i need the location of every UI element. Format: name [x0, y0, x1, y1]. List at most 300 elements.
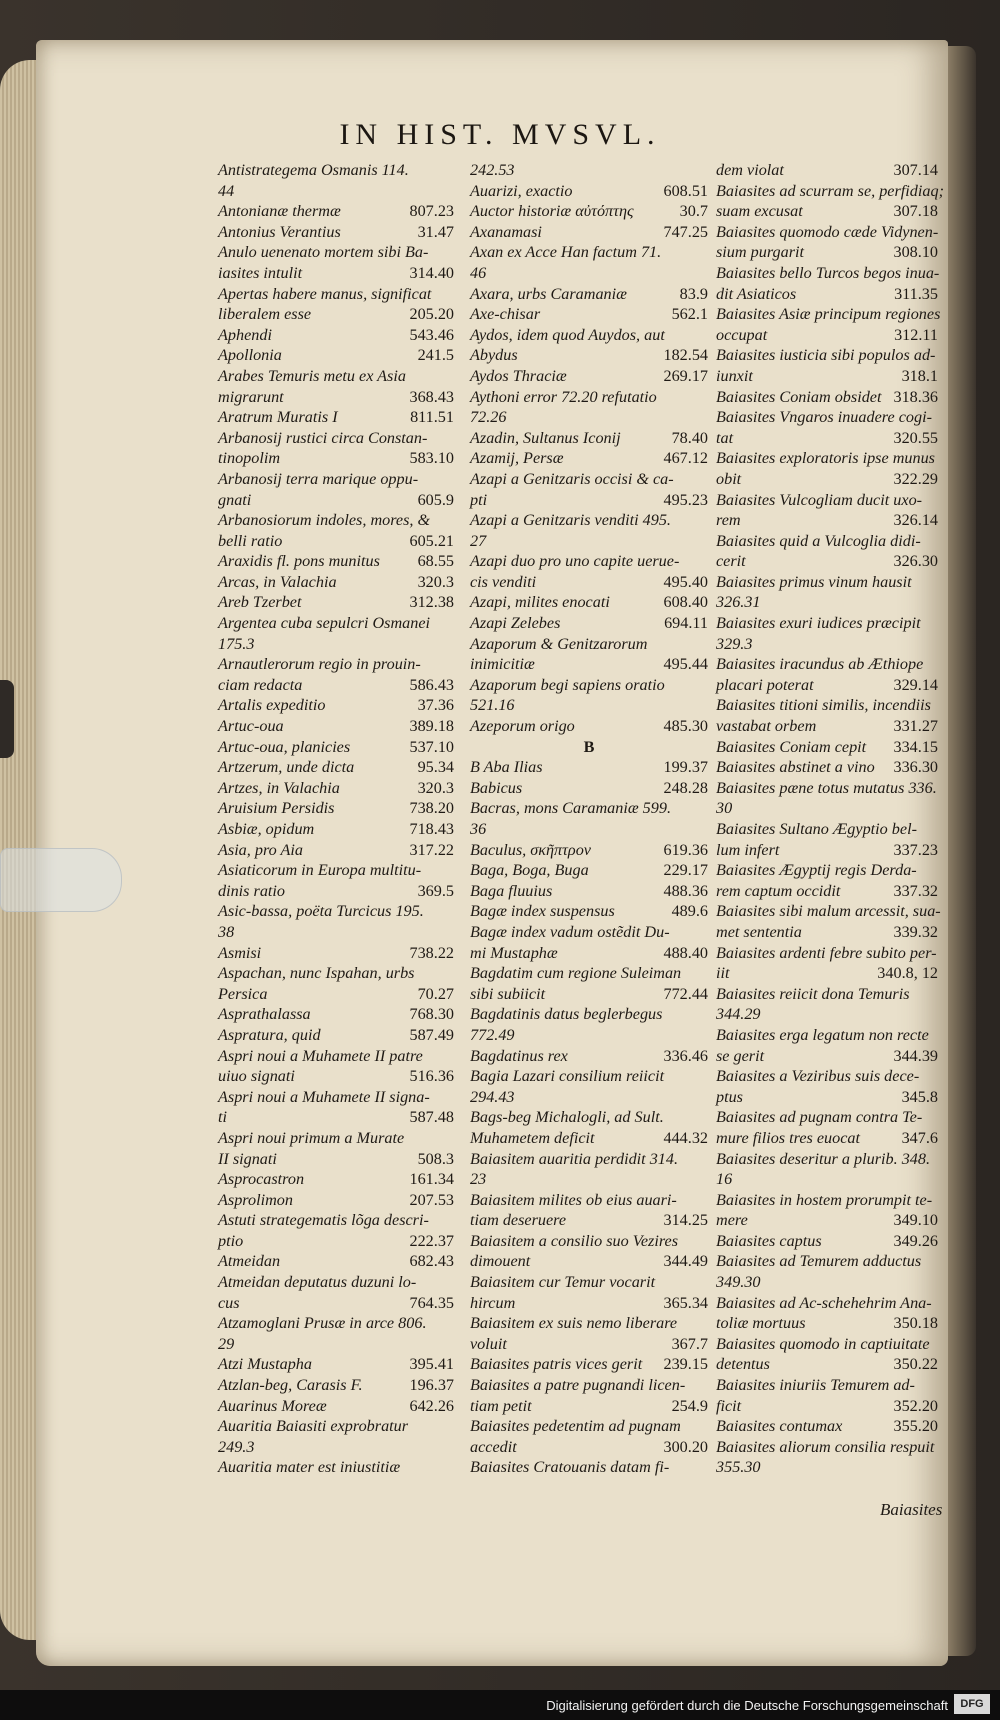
- entry-page-ref: 395.41: [409, 1355, 454, 1374]
- entry-term: B: [583, 737, 595, 756]
- entry-page-ref: 340.8, 12: [877, 964, 938, 983]
- entry-page-ref: 207.53: [409, 1190, 454, 1209]
- entry-term: 46: [470, 263, 487, 282]
- index-entry: [470, 1025, 708, 1046]
- index-entry: [218, 304, 454, 325]
- index-entry: [218, 716, 454, 737]
- index-entry: [716, 181, 944, 202]
- index-entry: [716, 1149, 938, 1170]
- entry-page-ref: 764.35: [409, 1293, 454, 1312]
- entry-page-ref: 605.9: [417, 490, 454, 509]
- entry-term: inimicitiæ: [470, 655, 535, 674]
- bookmark-tab: [0, 680, 14, 758]
- index-entry: [716, 1457, 938, 1478]
- entry-page-ref: 182.54: [663, 346, 708, 365]
- entry-term: se gerit: [716, 1046, 765, 1065]
- entry-page-ref: 337.23: [893, 840, 938, 859]
- index-entry: [470, 160, 708, 181]
- entry-term: tiam deseruere: [470, 1211, 567, 1230]
- index-entry: [218, 1375, 454, 1396]
- entry-page-ref: 682.43: [409, 1252, 454, 1271]
- index-entry: [470, 634, 708, 655]
- entry-page-ref: 326.14: [893, 511, 938, 530]
- index-entry: [218, 407, 454, 428]
- entry-term: cis venditi: [470, 572, 537, 591]
- index-entry: [218, 1416, 454, 1437]
- entry-term: Baiasites quid a Vulcoglia didi-: [716, 531, 921, 550]
- entry-term: Aratrum Muratis I: [218, 408, 338, 427]
- index-entry: [470, 1107, 708, 1128]
- entry-term: Auarinus Moreæ: [218, 1396, 327, 1415]
- entry-term: Antonius Verantius: [218, 222, 341, 241]
- entry-term: Azapi Zelebes: [470, 614, 561, 633]
- entry-term: Apertas habere manus, significat: [218, 284, 432, 303]
- entry-term: Azapi a Genitzaris venditi 495.: [470, 511, 671, 530]
- entry-term: sium purgarit: [716, 243, 804, 262]
- index-entry: [470, 695, 708, 716]
- entry-term: tat: [716, 428, 734, 447]
- index-entry: [716, 1004, 938, 1025]
- index-entry: [470, 778, 708, 799]
- index-entry: [470, 1375, 708, 1396]
- index-entry: [716, 345, 938, 366]
- entry-term: belli ratio: [218, 531, 283, 550]
- index-entry: [470, 1354, 708, 1375]
- index-entry: [218, 1334, 454, 1355]
- entry-term: Baga fluuius: [470, 881, 553, 900]
- index-entry: [470, 1457, 708, 1478]
- index-entry: [218, 1004, 454, 1025]
- entry-term: 29: [218, 1334, 235, 1353]
- entry-term: Arbanosij rustici circa Constan-: [218, 428, 428, 447]
- entry-term: Azapi a Genitzaris occisi & ca-: [470, 469, 674, 488]
- index-entry: [218, 613, 454, 634]
- index-entry: [716, 387, 938, 408]
- entry-page-ref: 694.11: [664, 614, 708, 633]
- entry-term: cus: [218, 1293, 240, 1312]
- index-entry: [716, 242, 938, 263]
- entry-term: Asic-bassa, poëta Turcicus 195.: [218, 902, 424, 921]
- index-entry: [716, 1128, 938, 1149]
- entry-term: Astuti strategematis lõga descri-: [218, 1211, 429, 1230]
- index-entry: [470, 1313, 708, 1334]
- dfg-logo: DFG: [954, 1694, 990, 1714]
- entry-term: Aspri noui primum a Murate: [218, 1128, 405, 1147]
- index-entry: [470, 531, 708, 552]
- entry-term: dimouent: [470, 1252, 531, 1271]
- index-entry: [218, 840, 454, 861]
- index-entry: [218, 284, 454, 305]
- entry-page-ref: 334.15: [893, 737, 938, 756]
- entry-term: rem captum occidit: [716, 881, 841, 900]
- index-entry: [218, 984, 454, 1005]
- index-entry: [470, 592, 708, 613]
- entry-term: 44: [218, 181, 235, 200]
- index-column-1: [218, 160, 454, 1478]
- entry-term: lum infert: [716, 840, 780, 859]
- index-entry: [218, 387, 454, 408]
- index-entry: [218, 778, 454, 799]
- entry-term: mere: [716, 1211, 748, 1230]
- entry-term: Baiasites ad scurram se, perfidiaq;: [716, 181, 944, 200]
- entry-page-ref: 339.32: [893, 922, 938, 941]
- index-entry: [470, 490, 708, 511]
- entry-term: Azapi duo pro uno capite uerue-: [470, 552, 680, 571]
- entry-page-ref: 254.9: [671, 1396, 708, 1415]
- entry-page-ref: 747.25: [663, 222, 708, 241]
- entry-term: hircum: [470, 1293, 516, 1312]
- index-entry: [218, 1231, 454, 1252]
- running-title: IN HIST. MVSVL.: [339, 118, 661, 151]
- index-entry: [470, 1437, 708, 1458]
- entry-term: Arbanosij terra marique oppu-: [218, 469, 419, 488]
- index-entry: [716, 1293, 938, 1314]
- index-entry: [716, 407, 938, 428]
- index-entry: [470, 1169, 708, 1190]
- index-entry: [470, 716, 708, 737]
- entry-term: Baiasites a patre pugnandi licen-: [470, 1376, 686, 1395]
- entry-term: mure filios tres euocat: [716, 1128, 861, 1147]
- index-entry: [218, 1457, 454, 1478]
- index-entry: [470, 1004, 708, 1025]
- index-entry: [218, 222, 454, 243]
- entry-page-ref: 95.34: [417, 758, 454, 777]
- entry-page-ref: 605.21: [409, 531, 454, 550]
- entry-term: ptus: [716, 1087, 743, 1106]
- entry-term: Baiasites exploratoris ipse munus: [716, 449, 935, 468]
- entry-term: Baiasitem ex suis nemo liberare: [470, 1314, 678, 1333]
- index-entry: [716, 1025, 938, 1046]
- index-entry: [470, 737, 708, 758]
- entry-term: Artuc-oua: [218, 717, 284, 736]
- entry-term: Baiasites pæne totus mutatus 336.: [716, 778, 937, 797]
- index-entry: [470, 1334, 708, 1355]
- entry-term: II signati: [218, 1149, 277, 1168]
- entry-term: met sententia: [716, 922, 802, 941]
- entry-term: 72.26: [470, 408, 507, 427]
- entry-page-ref: 495.40: [663, 572, 708, 591]
- entry-page-ref: 608.40: [663, 593, 708, 612]
- entry-term: 23: [470, 1170, 487, 1189]
- index-entry: [218, 1437, 454, 1458]
- entry-page-ref: 320.3: [417, 572, 454, 591]
- entry-term: tiam petit: [470, 1396, 532, 1415]
- index-entry: [470, 345, 708, 366]
- index-entry: [470, 613, 708, 634]
- entry-term: Baiasites aliorum consilia respuit: [716, 1437, 935, 1456]
- entry-page-ref: 583.10: [409, 449, 454, 468]
- index-entry: [716, 798, 938, 819]
- index-entry: [218, 1087, 454, 1108]
- index-column-3: [716, 160, 944, 1478]
- entry-term: Argentea cuba sepulcri Osmanei: [218, 614, 431, 633]
- entry-term: Persica: [218, 984, 268, 1003]
- index-entry: [470, 242, 708, 263]
- entry-term: 249.3: [218, 1437, 255, 1456]
- entry-term: Artuc-oua, planicies: [218, 737, 351, 756]
- index-entry: [716, 1313, 938, 1334]
- index-entry: [218, 572, 454, 593]
- entry-term: Arcas, in Valachia: [218, 572, 337, 591]
- entry-term: Bagdatim cum regione Suleiman: [470, 964, 682, 983]
- entry-term: Baiasites abstinet a vino: [716, 758, 875, 777]
- entry-term: Aspratura, quid: [218, 1025, 321, 1044]
- entry-term: Atzi Mustapha: [218, 1355, 312, 1374]
- entry-term: Abydus: [470, 346, 518, 365]
- index-entry: [716, 325, 938, 346]
- entry-term: Baiasites ardenti febre subito per-: [716, 943, 937, 962]
- entry-term: Baiasites bello Turcos begos inua-: [716, 263, 940, 282]
- entry-term: dem violat: [716, 161, 784, 179]
- entry-page-ref: 467.12: [663, 449, 708, 468]
- entry-term: Antonianæ thermæ: [218, 202, 341, 221]
- entry-term: ti: [218, 1108, 227, 1127]
- entry-page-ref: 314.25: [663, 1211, 708, 1230]
- entry-term: liberalem esse: [218, 305, 312, 324]
- index-entry: [470, 757, 708, 778]
- entry-page-ref: 738.22: [409, 943, 454, 962]
- entry-term: suam excusat: [716, 202, 803, 221]
- index-entry: [716, 160, 938, 181]
- entry-term: 349.30: [716, 1273, 761, 1292]
- entry-page-ref: 718.43: [409, 820, 454, 838]
- index-entry: [218, 1210, 454, 1231]
- entry-term: Aspri noui a Muhamete II patre: [218, 1046, 423, 1065]
- index-entry: [218, 1190, 454, 1211]
- entry-term: Baiasites erga legatum non recte: [716, 1025, 929, 1044]
- index-entry: [716, 531, 938, 552]
- entry-page-ref: 488.36: [663, 881, 708, 900]
- entry-term: Azaporum begi sapiens oratio: [470, 675, 665, 694]
- entry-term: 326.31: [716, 593, 761, 612]
- index-entry: [470, 181, 708, 202]
- entry-page-ref: 300.20: [663, 1437, 708, 1456]
- entry-term: dinis ratio: [218, 881, 286, 900]
- entry-page-ref: 350.22: [893, 1355, 938, 1374]
- entry-term: Axanamasi: [470, 222, 542, 241]
- index-entry: [470, 510, 708, 531]
- entry-page-ref: 516.36: [409, 1067, 454, 1086]
- index-entry: [716, 1190, 938, 1211]
- index-entry: [716, 1169, 938, 1190]
- index-entry: [470, 1231, 708, 1252]
- index-entry: [716, 1396, 938, 1417]
- entry-term: ciam redacta: [218, 675, 303, 694]
- entry-page-ref: 495.44: [663, 655, 708, 674]
- index-entry: [716, 1334, 938, 1355]
- entry-term: 16: [716, 1170, 733, 1189]
- index-entry: [470, 469, 708, 490]
- index-entry: [218, 531, 454, 552]
- entry-term: occupat: [716, 325, 768, 344]
- index-entry: [218, 654, 454, 675]
- entry-page-ref: 344.49: [663, 1252, 708, 1271]
- entry-page-ref: 322.29: [893, 469, 938, 488]
- index-entry: [716, 634, 938, 655]
- entry-term: Baga, Boga, Buga: [470, 861, 589, 880]
- index-entry: [470, 922, 708, 943]
- index-entry: [218, 1149, 454, 1170]
- entry-term: Aythoni error 72.20 refutatio: [470, 387, 657, 406]
- index-entry: [716, 1354, 938, 1375]
- entry-page-ref: 642.26: [409, 1396, 454, 1415]
- entry-term: Auctor historiæ αὐτόπτης: [470, 202, 634, 221]
- entry-page-ref: 336.46: [663, 1046, 708, 1065]
- index-entry: [470, 263, 708, 284]
- entry-page-ref: 307.14: [893, 161, 938, 179]
- entry-term: dit Asiaticos: [716, 284, 797, 303]
- entry-term: Baiasites ad Ac-schehehrim Ana-: [716, 1293, 932, 1312]
- entry-term: obit: [716, 469, 742, 488]
- entry-term: Baiasites a Veziribus suis dece-: [716, 1067, 920, 1086]
- entry-term: vastabat orbem: [716, 717, 817, 736]
- index-entry: [218, 1066, 454, 1087]
- entry-page-ref: 314.40: [409, 263, 454, 282]
- entry-page-ref: 444.32: [663, 1128, 708, 1147]
- index-entry: [470, 1251, 708, 1272]
- index-entry: [218, 881, 454, 902]
- entry-term: voluit: [470, 1334, 507, 1353]
- entry-term: Auaritia mater est iniustitiæ: [218, 1458, 401, 1477]
- index-entry: [716, 448, 938, 469]
- entry-term: toliæ mortuus: [716, 1314, 806, 1333]
- index-entry: [716, 1107, 938, 1128]
- entry-term: Azamij, Persæ: [470, 449, 564, 468]
- entry-term: Muhametem deficit: [470, 1128, 595, 1147]
- entry-term: 175.3: [218, 634, 255, 653]
- entry-term: iasites intulit: [218, 263, 303, 282]
- index-entry: [218, 1251, 454, 1272]
- entry-term: Baiasites iniuriis Temurem ad-: [716, 1376, 915, 1395]
- entry-page-ref: 241.5: [417, 346, 454, 365]
- index-entry: [716, 592, 938, 613]
- index-entry: [716, 654, 938, 675]
- index-entry: [218, 469, 454, 490]
- entry-term: Axan ex Acce Han factum 71.: [470, 243, 662, 262]
- entry-term: 344.29: [716, 1005, 761, 1024]
- index-entry: [470, 1190, 708, 1211]
- entry-term: placari poterat: [716, 675, 814, 694]
- index-entry: [716, 613, 938, 634]
- index-entry: [470, 387, 708, 408]
- entry-term: Baiasites reiicit dona Temuris: [716, 984, 910, 1003]
- index-entry: [218, 695, 454, 716]
- entry-term: 27: [470, 531, 487, 550]
- index-entry: [470, 572, 708, 593]
- entry-page-ref: 229.17: [663, 861, 708, 880]
- entry-page-ref: 811.51: [410, 408, 454, 427]
- index-entry: [716, 1046, 938, 1067]
- entry-page-ref: 389.18: [409, 717, 454, 736]
- entry-page-ref: 336.30: [893, 758, 938, 777]
- entry-term: 242.53: [470, 161, 515, 179]
- entry-page-ref: 312.11: [894, 325, 938, 344]
- entry-term: Arbanosiorum indoles, mores, &: [218, 511, 431, 530]
- entry-term: Arnautlerorum regio in prouin-: [218, 655, 421, 674]
- index-entry: [716, 716, 938, 737]
- entry-term: mi Mustaphæ: [470, 943, 558, 962]
- index-entry: [716, 1231, 938, 1252]
- index-entry: [716, 1210, 938, 1231]
- index-entry: [470, 1066, 708, 1087]
- entry-term: tinopolim: [218, 449, 281, 468]
- index-entry: [716, 469, 938, 490]
- entry-term: Bagia Lazari consilium reiicit: [470, 1067, 665, 1086]
- entry-term: Baiasites primus vinum hausit: [716, 572, 912, 591]
- index-entry: [218, 551, 454, 572]
- index-entry: [470, 1210, 708, 1231]
- index-entry: [470, 984, 708, 1005]
- entry-page-ref: 768.30: [409, 1005, 454, 1024]
- index-entry: [716, 304, 941, 325]
- entry-page-ref: 70.27: [417, 984, 454, 1003]
- entry-page-ref: 318.36: [893, 387, 938, 406]
- entry-term: Baiasites exuri iudices præcipit: [716, 614, 921, 633]
- digitization-credit: Digitalisierung gefördert durch die Deutsche Forschungsgemeinschaft: [0, 1690, 1000, 1720]
- index-entry: [470, 819, 708, 840]
- entry-term: Artzes, in Valachia: [218, 778, 340, 797]
- entry-term: ptio: [218, 1231, 244, 1250]
- entry-term: Bagdatinis datus beglerbegus: [470, 1005, 663, 1024]
- page-clip: [0, 848, 122, 912]
- index-entry: [218, 1046, 454, 1067]
- entry-term: Baiasites captus: [716, 1231, 822, 1250]
- index-entry: [716, 1416, 938, 1437]
- entry-page-ref: 619.36: [663, 840, 708, 859]
- entry-term: Bags-beg Michalogli, ad Sult.: [470, 1108, 664, 1127]
- entry-page-ref: 508.3: [417, 1149, 454, 1168]
- entry-page-ref: 562.1: [671, 305, 708, 324]
- entry-term: Azadin, Sultanus Iconij: [470, 428, 621, 447]
- entry-page-ref: 205.20: [409, 305, 454, 324]
- index-entry: [716, 1272, 938, 1293]
- entry-page-ref: 367.7: [671, 1334, 708, 1353]
- index-entry: [470, 428, 708, 449]
- entry-term: Antistrategema Osmanis 114.: [218, 161, 409, 179]
- entry-term: Aruisium Persidis: [218, 799, 335, 818]
- index-entry: [470, 963, 708, 984]
- index-entry: [218, 634, 454, 655]
- index-entry: [470, 1149, 708, 1170]
- index-entry: [470, 860, 708, 881]
- index-entry: [218, 325, 454, 346]
- entry-term: Baiasites Coniam cepit: [716, 737, 867, 756]
- entry-page-ref: 365.34: [663, 1293, 708, 1312]
- entry-term: Aydos Thraciæ: [470, 366, 567, 385]
- index-entry: [716, 840, 938, 861]
- entry-term: Baiasites quomodo cæde Vidynen-: [716, 222, 939, 241]
- entry-term: Asiaticorum in Europa multitu-: [218, 861, 422, 880]
- index-entry: [716, 860, 938, 881]
- entry-term: Atzamoglani Prusæ in arce 806.: [218, 1314, 427, 1333]
- entry-term: Baiasites Sultano Ægyptio bel-: [716, 820, 917, 838]
- index-entry: [716, 901, 941, 922]
- entry-term: Atzlan-beg, Carasis F.: [218, 1376, 363, 1395]
- index-entry: [218, 510, 454, 531]
- entry-term: Aspri noui a Muhamete II signa-: [218, 1087, 430, 1106]
- entry-term: Atmeidan deputatus duzuni lo-: [218, 1273, 417, 1292]
- index-entry: [716, 984, 938, 1005]
- index-entry: [470, 304, 708, 325]
- entry-term: Baiasitem auaritia perdidit 314.: [470, 1149, 679, 1168]
- entry-page-ref: 31.47: [417, 222, 454, 241]
- index-entry: [470, 901, 708, 922]
- index-column-2: [470, 160, 708, 1478]
- entry-page-ref: 320.3: [417, 778, 454, 797]
- entry-term: Anulo uenenato mortem sibi Ba-: [218, 243, 429, 262]
- entry-page-ref: 495.23: [663, 490, 708, 509]
- entry-term: Baiasites ad pugnam contra Te-: [716, 1108, 923, 1127]
